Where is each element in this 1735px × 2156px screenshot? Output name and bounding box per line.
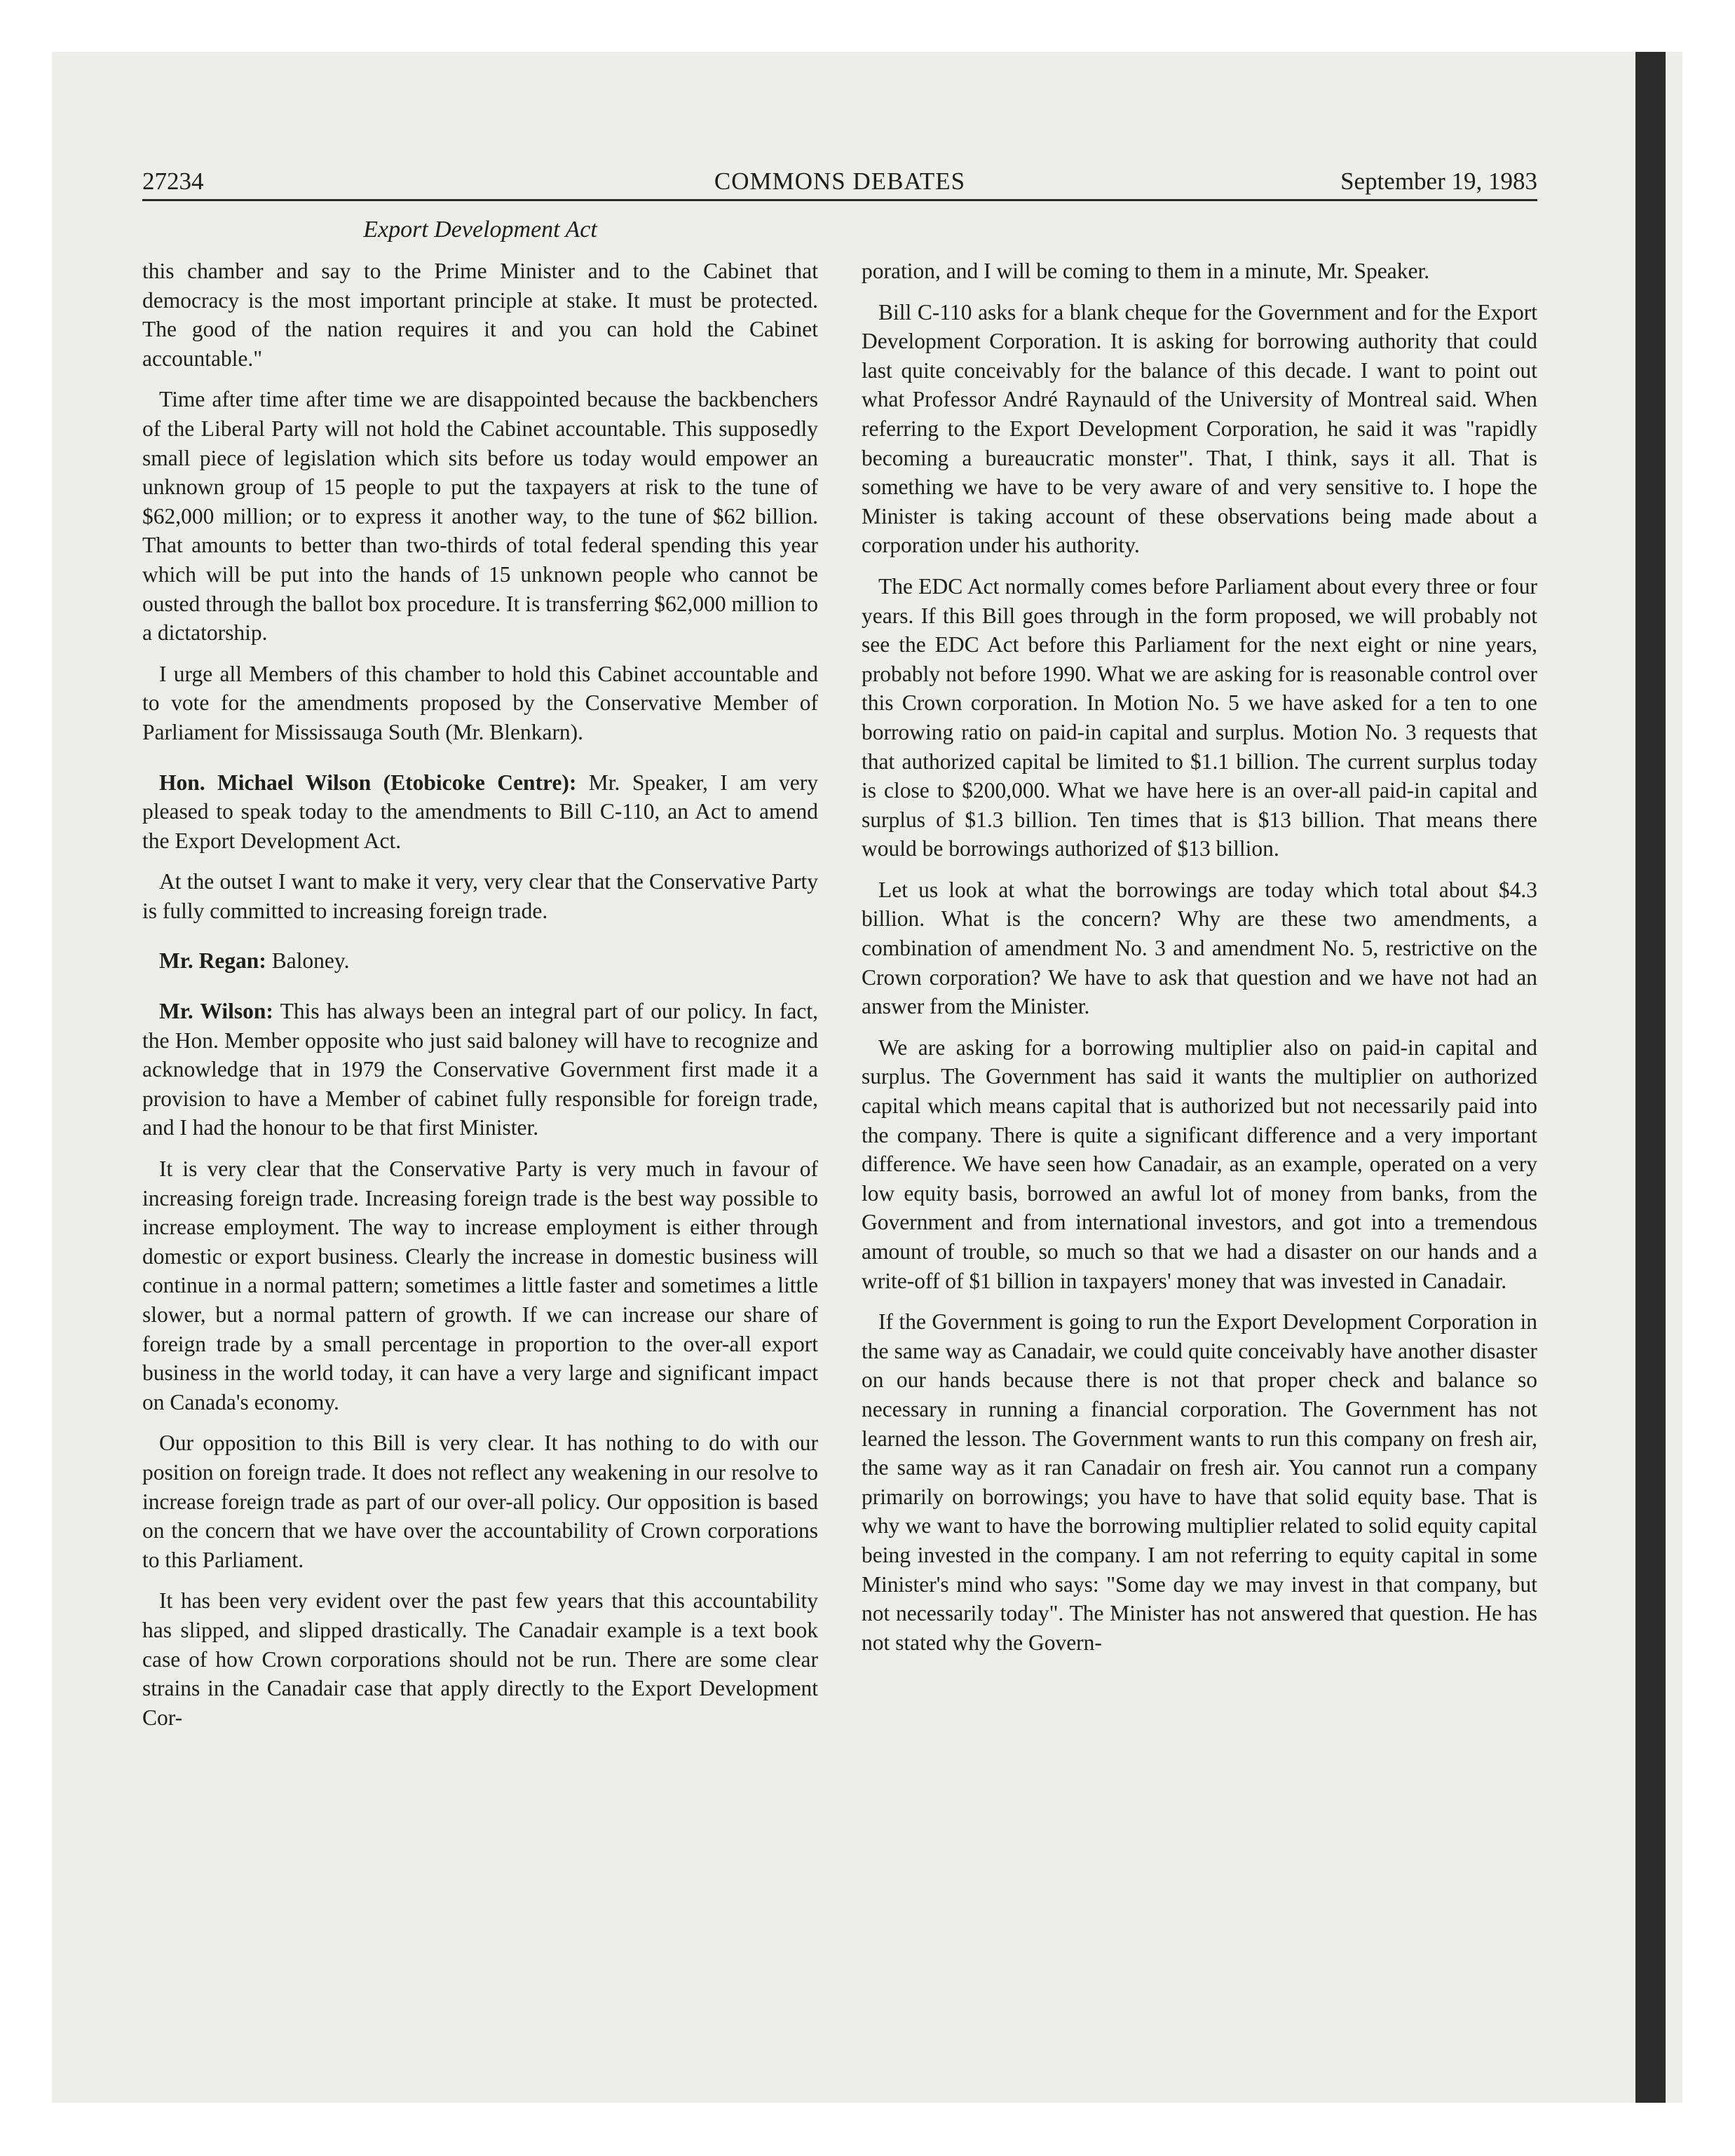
paragraph-text: Baloney. xyxy=(271,948,350,974)
paragraph xyxy=(142,1154,818,1417)
paragraph-text: Time after time after time we are disappointed because the backbenchers of the Liberal Party will not hold the Cabinet accountable. This supposedly small piece of legislation which sits before us today would empower an unknown group of 15 people to put the taxpayers at risk to the tune of $62,000 million; or to express it another way, to the tune of $62 billion. That amounts to better than two-thirds of total federal spending this year which will be put into the hands of 15 unknown people who cannot be ousted through the ballot box procedure. It is transferring $62,000 million to a dictatorship. xyxy=(142,387,818,646)
paragraph xyxy=(142,385,818,647)
left-column xyxy=(142,257,818,1744)
publication-title: COMMONS DEBATES xyxy=(714,168,966,195)
paragraph-text: Let us look at what the borrowings are today which total about $4.3 billion. What is the concern? Why are these two amendments, a combination of amendment No. 3 and amendment No. 5, restrictive on the Crown corporation? We have to ask that question and we have not had an answer from the Minister. xyxy=(862,877,1537,1019)
scan-edge-shadow xyxy=(1635,52,1666,2103)
speaker-name: Mr. Wilson: xyxy=(159,999,273,1024)
paragraph-text: this chamber and say to the Prime Minister and to the Cabinet that democracy is the most important principle at stake. It must be protected. The good of the nation requires it and you can hold the Cabinet accountable." xyxy=(142,259,818,371)
paragraph-text: It is very clear that the Conservative Party is very much in favour of increasing foreign trade. Increasing foreign trade is the best way possible to increase employment. The way to increase employment is either through domestic or export business. Clearly the increase in domestic business will continue in a normal pattern; sometimes a little faster and sometimes a little slower, but a normal pattern of growth. If we can increase our share of foreign trade by a small percentage in proportion to the over-all export business in the world today, it can have a very large and significant impact on Canada's economy. xyxy=(142,1157,818,1414)
paragraph xyxy=(142,997,818,1142)
paragraph-text: I urge all Members of this chamber to hold this Cabinet accountable and to vote for the amendments proposed by the Conservative Member of Parliament for Mississauga South (Mr. Blenkarn). xyxy=(142,661,818,744)
page-number: 27234 xyxy=(142,168,204,195)
paragraph-text: This has always been an integral part of our policy. In fact, the Hon. Member opposite who just said baloney will have to recognize and acknowledge that in 1979 the Conservative Government first made it a provision to have a Member of cabinet fully responsible for foreign trade, and I had the honour to be that first Minister. xyxy=(142,999,818,1140)
header-rule xyxy=(142,199,1537,201)
paragraph-text: Bill C-110 asks for a blank cheque for the Government and for the Export Development Corporation. It is asking for borrowing authority that could last quite conceivably for the balance of this decade. I want to point out what Professor André Raynauld of the University of Montreal said. When referring to the Export Development Corporation, he said it was "rapidly becoming a bureaucratic monster". That, I think, says it all. That is something we have to be very aware of and very sensitive to. I hope the Minister is taking account of these observations being made about a corporation under his authority. xyxy=(862,299,1537,558)
paragraph-text: poration, and I will be coming to them in a minute, Mr. Speaker. xyxy=(862,259,1430,283)
paragraph-text: Mr. Speaker, I am very pleased to speak today to the amendments to Bill C-110, an Act to amend the Export Development Act. xyxy=(142,770,818,853)
running-title: Export Development Act xyxy=(363,217,597,243)
paragraph-text: We are asking for a borrowing multiplier also on paid-in capital and surplus. The Government has said it wants the multiplier on authorized capital which means capital that is authorized but not necessarily paid into the company. There is quite a significant difference and a very important difference. We have seen how Canadair, as an example, operated on a very low equity basis, borrowed an awful lot of money from banks, from the Government and from international investors, and got into a tremendous amount of trouble, so much so that we had a disaster on our hands and a write-off of $1 billion in taxpayers' money that was invested in Canadair. xyxy=(862,1035,1537,1293)
paragraph xyxy=(142,946,818,976)
paragraph-text: It has been very evident over the past few years that this accountability has slipped, and slipped drastically. The Canadair example is a text book case of how Crown corporations should not be run. There are some clear strains in the Canadair case that apply directly to the Export Development Cor- xyxy=(142,1588,818,1730)
paragraph xyxy=(862,875,1537,1021)
paragraph xyxy=(142,257,818,373)
paragraph-text: Our opposition to this Bill is very clear. It has nothing to do with our position on foreign trade. It does not reflect any weakening in our resolve to increase foreign trade as part of our over-all policy. Our opposition is based on the concern that we have over the accountability of Crown corporations to this Parliament. xyxy=(142,1431,818,1572)
paragraph xyxy=(862,257,1537,286)
issue-date: September 19, 1983 xyxy=(1340,168,1537,195)
paragraph xyxy=(142,1428,818,1574)
paragraph xyxy=(142,867,818,925)
paragraph xyxy=(142,1586,818,1732)
paragraph xyxy=(862,1307,1537,1657)
paragraph xyxy=(142,660,818,747)
paragraph xyxy=(862,572,1537,864)
paragraph xyxy=(862,298,1537,560)
right-column xyxy=(862,257,1537,1669)
paragraph xyxy=(862,1033,1537,1295)
speaker-name: Hon. Michael Wilson (Etobicoke Centre): xyxy=(159,770,577,795)
paragraph-text: At the outset I want to make it very, very clear that the Conservative Party is fully committed to increasing foreign trade. xyxy=(142,869,818,923)
paragraph-text: The EDC Act normally comes before Parliament about every three or four years. If this Bill goes through in the form proposed, we will probably not see the EDC Act before this Parliament for the next eight or nine years, probably not before 1990. What we are asking for is reasonable control over this Crown corporation. In Motion No. 5 we have asked for a ten to one borrowing ratio on paid-in capital and surplus. Motion No. 3 requests that that authorized capital be limited to $1.1 billion. The current surplus today is close to $200,000. What we have here is an over-all paid-in capital and surplus of $1.3 billion. Ten times that is $13 billion. That means there would be borrowings authorized of $13 billion. xyxy=(862,573,1537,861)
speaker-name: Mr. Regan: xyxy=(159,948,266,974)
page-header xyxy=(142,165,1537,198)
paragraph-text: If the Government is going to run the Export Development Corporation in the same way as Canadair, we could quite conceivably have another disaster on our hands because there is not that proper check and balance so necessary in running a financial corporation. The Government has not learned the lesson. The Government wants to run this company on fresh air, the same way as it ran Canadair on fresh air. You cannot run a company primarily on borrowings; you have to have that solid equity base. That is why we want to have the borrowing multiplier related to solid equity capital being invested in the company. I am not referring to equity capital in some Minister's mind who says: "Some day we may invest in that company, but not necessarily today". The Minister has not answered that question. He has not stated why the Govern- xyxy=(862,1309,1537,1655)
paragraph xyxy=(142,768,818,856)
